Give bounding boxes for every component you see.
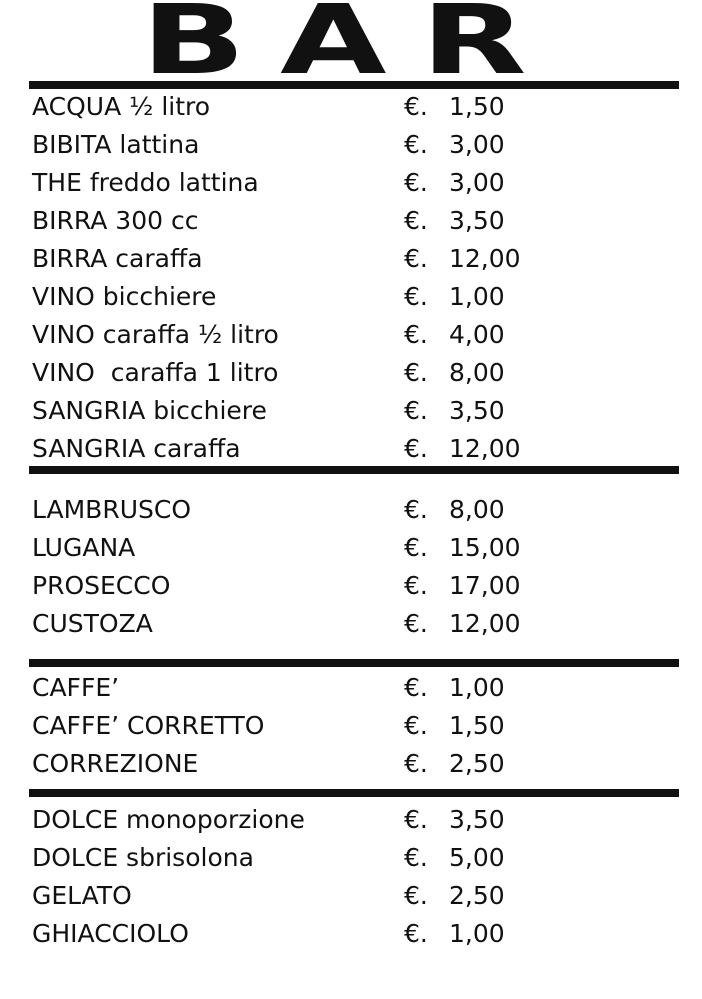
menu-row	[29, 430, 679, 468]
currency-label: €.	[404, 434, 428, 463]
menu-title	[0, 2, 702, 80]
item-name: DOLCE sbrisolona	[32, 843, 254, 872]
menu-row	[29, 354, 679, 392]
currency-label: €.	[404, 495, 428, 524]
divider-rule	[29, 659, 679, 667]
menu-row	[29, 126, 679, 164]
currency-label: €.	[404, 358, 428, 387]
item-price: 15,00	[449, 533, 521, 562]
currency-label: €.	[404, 843, 428, 872]
item-price: 2,50	[449, 749, 505, 778]
item-name: CAFFE’ CORRETTO	[32, 711, 265, 740]
item-name: GHIACCIOLO	[32, 919, 189, 948]
section-desserts	[29, 801, 679, 953]
menu-row	[29, 529, 679, 567]
menu-row	[29, 839, 679, 877]
item-price: 3,50	[449, 396, 505, 425]
currency-label: €.	[404, 130, 428, 159]
item-price: 12,00	[449, 609, 521, 638]
item-price: 1,50	[449, 711, 505, 740]
item-price: 1,00	[449, 919, 505, 948]
title-text: BAR	[141, 2, 561, 80]
item-name: SANGRIA caraffa	[32, 434, 241, 463]
item-price: 1,00	[449, 282, 505, 311]
menu-row	[29, 240, 679, 278]
item-name: CUSTOZA	[32, 609, 153, 638]
currency-label: €.	[404, 244, 428, 273]
currency-label: €.	[404, 609, 428, 638]
menu-row	[29, 745, 679, 783]
menu-row	[29, 877, 679, 915]
item-price: 3,50	[449, 206, 505, 235]
currency-label: €.	[404, 320, 428, 349]
currency-label: €.	[404, 881, 428, 910]
currency-label: €.	[404, 533, 428, 562]
item-name: BIRRA 300 cc	[32, 206, 199, 235]
item-name: CAFFE’	[32, 673, 120, 702]
currency-label: €.	[404, 206, 428, 235]
menu-row	[29, 316, 679, 354]
item-name: GELATO	[32, 881, 132, 910]
menu-row	[29, 202, 679, 240]
currency-label: €.	[404, 919, 428, 948]
item-price: 12,00	[449, 434, 521, 463]
item-name: BIBITA lattina	[32, 130, 200, 159]
section-drinks	[29, 88, 679, 468]
title-graphic	[0, 2, 702, 80]
item-name: ACQUA ½ litro	[32, 92, 211, 121]
item-name: DOLCE monoporzione	[32, 805, 305, 834]
menu-row	[29, 491, 679, 529]
menu-row	[29, 392, 679, 430]
currency-label: €.	[404, 673, 428, 702]
item-price: 4,00	[449, 320, 505, 349]
item-name: VINO caraffa 1 litro	[32, 358, 279, 387]
menu-row	[29, 707, 679, 745]
menu-row	[29, 88, 679, 126]
currency-label: €.	[404, 168, 428, 197]
item-price: 8,00	[449, 495, 505, 524]
currency-label: €.	[404, 92, 428, 121]
item-price: 5,00	[449, 843, 505, 872]
menu-row	[29, 605, 679, 643]
menu-row	[29, 567, 679, 605]
item-price: 8,00	[449, 358, 505, 387]
item-name: BIRRA caraffa	[32, 244, 203, 273]
item-price: 3,00	[449, 130, 505, 159]
item-name: PROSECCO	[32, 571, 171, 600]
menu-row	[29, 801, 679, 839]
divider-rule	[29, 789, 679, 797]
section-wines	[29, 491, 679, 643]
section-coffee	[29, 669, 679, 783]
currency-label: €.	[404, 396, 428, 425]
currency-label: €.	[404, 711, 428, 740]
currency-label: €.	[404, 571, 428, 600]
item-price: 1,50	[449, 92, 505, 121]
menu-row	[29, 278, 679, 316]
divider-rule	[29, 466, 679, 474]
item-name: LUGANA	[32, 533, 136, 562]
item-price: 2,50	[449, 881, 505, 910]
item-name: CORREZIONE	[32, 749, 199, 778]
item-name: LAMBRUSCO	[32, 495, 191, 524]
item-name: SANGRIA bicchiere	[32, 396, 267, 425]
item-name: VINO bicchiere	[32, 282, 217, 311]
currency-label: €.	[404, 282, 428, 311]
menu-row	[29, 164, 679, 202]
item-price: 3,00	[449, 168, 505, 197]
item-price: 3,50	[449, 805, 505, 834]
currency-label: €.	[404, 805, 428, 834]
menu-row	[29, 669, 679, 707]
item-name: THE freddo lattina	[32, 168, 259, 197]
item-price: 12,00	[449, 244, 521, 273]
item-price: 17,00	[449, 571, 521, 600]
item-name: VINO caraffa ½ litro	[32, 320, 279, 349]
currency-label: €.	[404, 749, 428, 778]
menu-row	[29, 915, 679, 953]
item-price: 1,00	[449, 673, 505, 702]
